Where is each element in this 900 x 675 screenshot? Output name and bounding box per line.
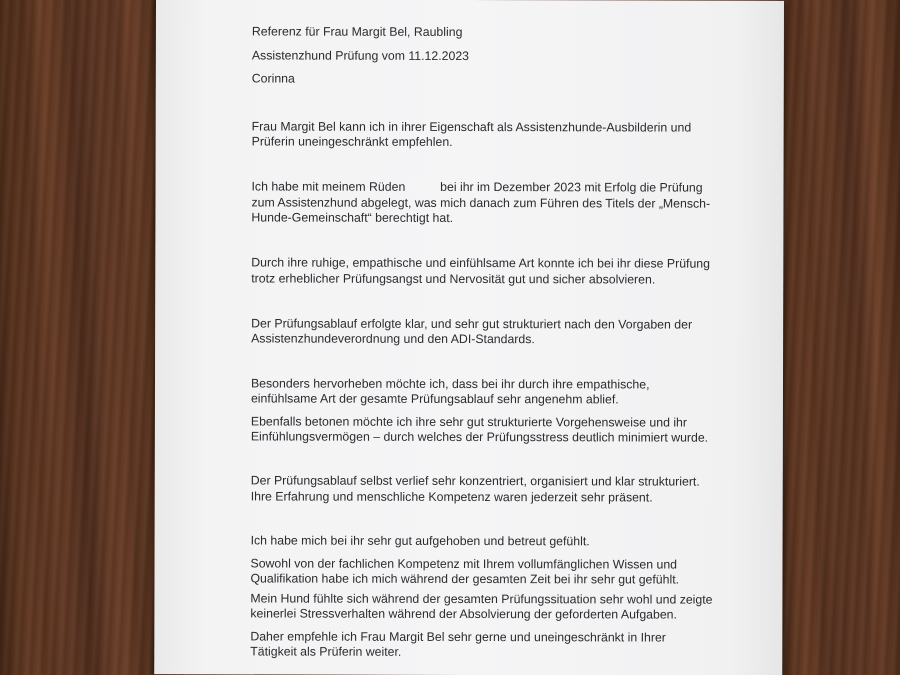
letter-body-fragment: bei ihr im Dezember 2023 mit Erfolg die Prüfung — [440, 179, 703, 195]
letter-body-line: Ihre Erfahrung und menschliche Kompetenz waren jederzeit sehr präsent. — [250, 489, 653, 505]
letter-body-line: trotz erheblicher Prüfungsangst und Nervosität gut und sicher absolvieren. — [251, 271, 656, 287]
letter-body-line: zum Assistenzhund abgelegt, was mich danach zum Führen des Titels der „Mensch- — [251, 195, 711, 211]
letter-body-line: Ebenfalls betonen möchte ich ihre sehr gut strukturierte Vorgehensweise und ihr — [250, 414, 688, 430]
letter-header-line: Assistenzhund Prüfung vom 11.12.2023 — [251, 48, 470, 63]
letter-body-line: Der Prüfungsablauf erfolgte klar, und sehr gut strukturiert nach den Vorgaben der — [251, 316, 693, 332]
redacted-name — [409, 182, 437, 194]
wood-background-right — [778, 0, 900, 675]
letter-body-line: Prüferin uneingeschränkt empfehlen. — [251, 134, 453, 149]
letter-body-line: Tätigkeit als Prüferin weiter. — [250, 644, 402, 659]
wood-background-left — [0, 0, 160, 675]
letter-body-line: Hunde-Gemeinschaft“ berechtigt hat. — [251, 210, 454, 225]
letter-body-line: Qualifikation habe ich mich während der gesamten Zeit bei ihr sehr gut gefühlt. — [250, 571, 680, 587]
letter-body-line: Mein Hund fühlte sich während der gesamten Prüfungssituation sehr wohl und zeigte — [250, 591, 713, 607]
letter-body-line: Daher empfehle ich Frau Margit Bel sehr gerne und uneingeschränkt in Ihrer — [250, 629, 666, 645]
letter-body-line: Der Prüfungsablauf selbst verlief sehr konzentriert, organisiert und klar strukturiert. — [250, 473, 700, 489]
letter-body-line — [251, 178, 741, 195]
letter-body-line: einfühlsame Art der gesamte Prüfungsablauf sehr angenehm ablief. — [250, 391, 619, 407]
letter-body-fragment: Ich habe mit meinem Rüden — [251, 179, 406, 194]
letter-body-line: Frau Margit Bel kann ich in ihrer Eigenschaft als Assistenzhunde-Ausbilderin und — [251, 119, 692, 135]
letter-body-line: Besonders hervorheben möchte ich, dass bei ihr durch ihre empathische, — [250, 376, 650, 392]
letter-header-line: Corinna — [251, 71, 295, 86]
letter-body-line: Durch ihre ruhige, empathische und einfühlsame Art konnte ich bei ihr diese Prüfung — [251, 255, 711, 271]
letter-body-line: Ich habe mich bei ihr sehr gut aufgehoben und betreut gefühlt. — [250, 533, 590, 549]
letter-body-line: Einfühlungsvermögen – durch welches der Prüfungsstress deutlich minimiert wurde. — [250, 429, 709, 445]
reference-letter-page — [154, 0, 784, 675]
letter-header-line: Referenz für Frau Margit Bel, Raubling — [251, 24, 463, 39]
letter-body-line: keinerlei Stressverhalten während der Absolvierung der geforderten Aufgaben. — [250, 606, 677, 622]
letter-body-line: Sowohl von der fachlichen Kompetenz mit Ihrem vollumfänglichen Wissen und — [250, 556, 678, 572]
letter-body-line: Assistenzhundeverordnung und den ADI-Standards. — [251, 331, 535, 347]
